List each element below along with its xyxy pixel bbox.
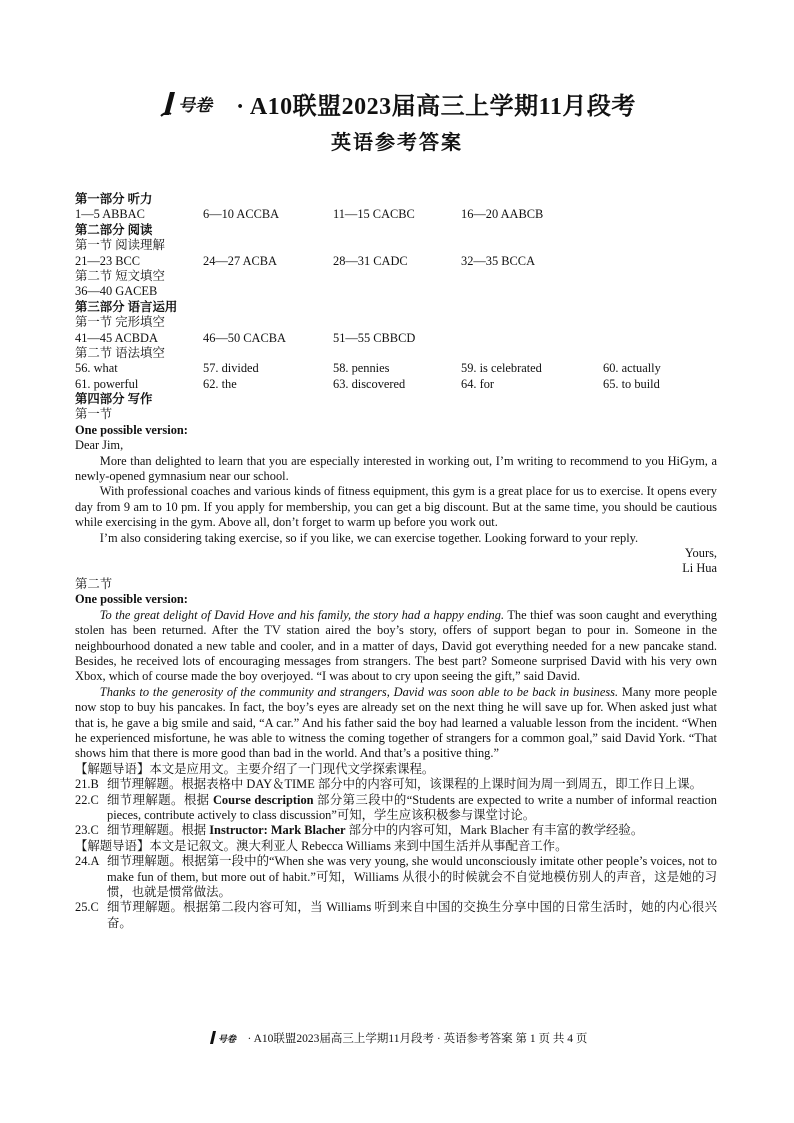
question-number: 25.C: [75, 900, 99, 915]
question-number: 22.C: [75, 792, 99, 807]
part2-heading: 第二部分 阅读: [75, 222, 153, 237]
letter-closing: Yours,: [684, 546, 717, 561]
guide-line: 【解题导语】本文是应用文。主要介绍了一门现代文学探索课程。: [75, 761, 435, 776]
answer-group: 51—55 CBBCD: [333, 330, 416, 345]
answer-group: 28—31 CADC: [333, 253, 408, 268]
guide-line: 【解题导语】本文是记叙文。澳大利亚人 Rebecca Williams 来到中国生活并从事配音工作。: [75, 838, 568, 853]
bold-reference: Course description: [212, 792, 314, 807]
part1-answers: [75, 207, 717, 222]
page-title: · A10联盟2023届高三上学期11月段考: [236, 94, 636, 120]
story-first-sentence: To the great delight of David Hove and his family, the story had a happy ending.: [99, 607, 505, 622]
page-header: [0, 86, 794, 121]
answer-group: 46—50 CACBA: [203, 330, 286, 345]
part3-sec2-heading: 第二节 语法填空: [75, 345, 165, 360]
answer-content: [75, 192, 717, 931]
story-first-sentence: Thanks to the generosity of the community and strangers, David was soon able to be back in business.: [99, 684, 619, 699]
letter-paragraph: More than delighted to learn that you are especially interested in working out, I’m writing to recommend to you HiGym, a newly-opened gymnasium near our school.: [75, 453, 717, 484]
bold-reference: Instructor: Mark Blacher: [209, 823, 346, 838]
part2-sec2-answers: 36—40 GACEB: [75, 284, 158, 299]
answer-item: 62. the: [203, 376, 237, 391]
explanation-item: [75, 854, 717, 900]
part4-sec2-heading: 第二节: [75, 576, 113, 591]
part3-sec1-answers: [75, 331, 717, 346]
letter-paragraph: With professional coaches and various kinds of fitness equipment, this gym is a great place for us to exercise. It opens every day from 9 am to 10 pm. If you apply for membership, you can get a big discount. But at the same time, you should be cautious while exercising in the gym. Above all, don’t forget to warm up before you work out.: [75, 484, 717, 530]
grammar-answers-row1: [75, 361, 717, 376]
answer-item: 64. for: [461, 376, 495, 391]
explanation-text: 细节理解题。根据第二段内容可知，当 Williams 听到来自中国的交换生分享中国的日常生活时，她的内心很兴奋。: [107, 900, 717, 930]
explanation-text: 细节理解题。根据第一段中的“When she was very young, she would unconsciously imitate other people’s voices, not to make fun of them, but more out of habit.”可知，Williams 从很小的时候就会不自觉地模仿别人的声音，这是她的习惯，也就是惯常做法。: [107, 854, 717, 900]
answer-group: 1—5 ABBAC: [75, 207, 145, 222]
explanation-text: 细节理解题。根据 Course description 部分第三段中的“Students are expected to write a number of informal reaction pieces, contribute actively to class discussion”可知，学生应该积极参与课堂讨论。: [107, 792, 717, 822]
page-footer: [0, 1030, 794, 1049]
question-number: 21.B: [75, 777, 99, 792]
answer-item: 56. what: [75, 361, 118, 376]
version-label: One possible version:: [75, 422, 188, 437]
question-number: 23.C: [75, 823, 99, 838]
story-paragraph: [75, 608, 717, 685]
part4-sec1-heading: 第一节: [75, 407, 113, 422]
footer-logo: [207, 1030, 241, 1049]
letter-signature: Li Hua: [682, 561, 717, 576]
story-body: The thief was soon caught and everything stolen has been returned. After the TV station aired the boy’s story, offers of support began to pour in. Someone in the neighbourhood donated a new table and cooler, and in a matter of days, David got everything needed for a new pancake stand. Besides, he received lots of encouraging messages from strangers. The best part? Someone surprised David with his very own Xbox, which of course made the boy overjoyed. “I was about to cry upon seeing the gift,” said David.: [75, 607, 717, 684]
part3-sec1-heading: 第一节 完形填空: [75, 315, 165, 330]
answer-item: 61. powerful: [75, 376, 139, 391]
answer-item: 65. to build: [603, 376, 660, 391]
grammar-answers-row2: [75, 377, 717, 392]
letter-paragraph: I’m also considering taking exercise, so if you like, we can exercise together. Looking forward to your reply.: [99, 530, 639, 545]
page-subtitle: 英语参考答案: [331, 132, 463, 154]
part4-heading: 第四部分 写作: [75, 392, 153, 407]
story-paragraph: [75, 685, 717, 762]
answer-group: 41—45 ACBDA: [75, 330, 158, 345]
answer-item: 57. divided: [203, 361, 259, 376]
answer-item: 58. pennies: [333, 361, 390, 376]
part2-sec1-heading: 第一节 阅读理解: [75, 238, 165, 253]
answer-group: 24—27 ACBA: [203, 253, 278, 268]
version-label: One possible version:: [75, 592, 188, 607]
brand-logo: [158, 89, 228, 119]
story-body: Many more people now stop to buy his pancakes. In fact, the boy’s eyes are already set on the next thing he will save up for. When asked just what that is, he gave a big smile and said, “A car.” And his father said the boy had learned a valuable lesson from the incident. “When he experienced misfortune, he was able to witness the coming together of strangers for a common goal,” said David York. “That shows him that there is more good than bad in the world. And that’s a positive thing.”: [75, 684, 717, 761]
explanation-item: [75, 900, 717, 931]
question-number: 24.A: [75, 854, 100, 869]
explanation-text: 细节理解题。根据 Instructor: Mark Blacher 部分中的内容可知，Mark Blacher 有丰富的教学经验。: [107, 823, 644, 838]
explanation-item: [75, 777, 717, 792]
answer-item: 60. actually: [603, 361, 661, 376]
part1-heading: 第一部分 听力: [75, 192, 153, 206]
answer-group: 6—10 ACCBA: [203, 207, 280, 222]
letter-greeting: Dear Jim,: [75, 438, 124, 453]
part2-sec2-heading: 第二节 短文填空: [75, 268, 165, 283]
footer-logo-text: 号卷: [217, 1035, 236, 1045]
logo-text: 号卷: [178, 95, 213, 116]
answer-group: 21—23 BCC: [75, 253, 141, 268]
answer-group: 11—15 CACBC: [333, 207, 415, 222]
answer-group: 32—35 BCCA: [461, 253, 536, 268]
answer-item: 59. is celebrated: [461, 361, 542, 376]
explanation-text: 细节理解题。根据表格中 DAY＆TIME 部分中的内容可知，该课程的上课时间为周一到周五，即工作日上课。: [107, 777, 702, 792]
explanation-item: [75, 793, 717, 824]
answer-item: 63. discovered: [333, 376, 406, 391]
part3-heading: 第三部分 语言运用: [75, 299, 178, 314]
footer-text: · A10联盟2023届高三上学期11月段考 · 英语参考答案 第 1 页 共 4 页: [247, 1033, 588, 1046]
answer-group: 16—20 AABCB: [461, 207, 544, 222]
explanation-item: [75, 823, 717, 838]
part2-sec1-answers: [75, 254, 717, 269]
